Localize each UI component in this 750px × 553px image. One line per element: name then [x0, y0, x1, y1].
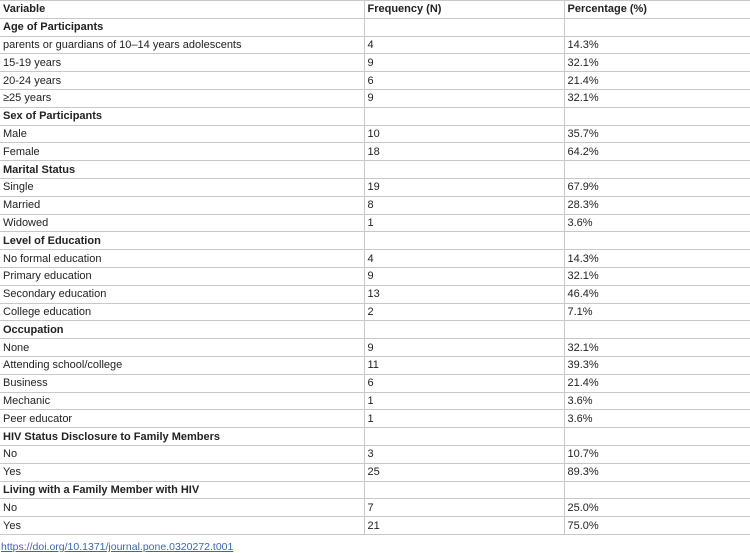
variable-cell: Yes — [0, 463, 364, 481]
variable-cell: College education — [0, 303, 364, 321]
section-header-row — [0, 107, 750, 125]
variable-cell: Peer educator — [0, 410, 364, 428]
table-row — [0, 410, 750, 428]
percentage-cell: 21.4% — [564, 72, 750, 90]
table-row — [0, 178, 750, 196]
frequency-cell: 19 — [364, 178, 564, 196]
percentage-cell: 32.1% — [564, 54, 750, 72]
percentage-cell: 7.1% — [564, 303, 750, 321]
section-title: Occupation — [0, 321, 364, 339]
section-header-row — [0, 428, 750, 446]
empty-cell — [564, 321, 750, 339]
frequency-cell: 6 — [364, 72, 564, 90]
percentage-cell: 67.9% — [564, 178, 750, 196]
empty-cell — [564, 107, 750, 125]
table-row — [0, 356, 750, 374]
empty-cell — [564, 18, 750, 36]
variable-cell: None — [0, 339, 364, 357]
table-row — [0, 392, 750, 410]
frequency-cell: 9 — [364, 267, 564, 285]
table-row — [0, 36, 750, 54]
empty-cell — [364, 107, 564, 125]
section-title: Sex of Participants — [0, 107, 364, 125]
frequency-cell: 25 — [364, 463, 564, 481]
table-row — [0, 463, 750, 481]
percentage-cell: 32.1% — [564, 89, 750, 107]
variable-cell: Mechanic — [0, 392, 364, 410]
header-percentage: Percentage (%) — [564, 1, 750, 19]
frequency-cell: 21 — [364, 517, 564, 535]
frequency-cell: 9 — [364, 89, 564, 107]
table-body — [0, 18, 750, 534]
table-row — [0, 339, 750, 357]
empty-cell — [364, 428, 564, 446]
variable-cell: Attending school/college — [0, 356, 364, 374]
variable-cell: Single — [0, 178, 364, 196]
percentage-cell: 28.3% — [564, 196, 750, 214]
variable-cell: Female — [0, 143, 364, 161]
frequency-cell: 1 — [364, 214, 564, 232]
table-row — [0, 374, 750, 392]
variable-cell: Primary education — [0, 267, 364, 285]
section-header-row — [0, 232, 750, 250]
frequency-cell: 7 — [364, 499, 564, 517]
doi-link[interactable]: https://doi.org/10.1371/journal.pone.0320272.t001 — [1, 540, 234, 553]
section-title: Marital Status — [0, 161, 364, 179]
variable-cell: Married — [0, 196, 364, 214]
header-variable: Variable — [0, 1, 364, 19]
frequency-cell: 11 — [364, 356, 564, 374]
frequency-cell: 10 — [364, 125, 564, 143]
frequency-cell: 3 — [364, 445, 564, 463]
section-header-row — [0, 18, 750, 36]
header-row — [0, 1, 750, 19]
empty-cell — [564, 232, 750, 250]
frequency-cell: 13 — [364, 285, 564, 303]
percentage-cell: 75.0% — [564, 517, 750, 535]
frequency-cell: 4 — [364, 36, 564, 54]
section-header-row — [0, 481, 750, 499]
percentage-cell: 89.3% — [564, 463, 750, 481]
frequency-cell: 6 — [364, 374, 564, 392]
variable-cell: Yes — [0, 517, 364, 535]
percentage-cell: 3.6% — [564, 214, 750, 232]
section-header-row — [0, 321, 750, 339]
table-row — [0, 303, 750, 321]
table-row — [0, 445, 750, 463]
variable-cell: 20-24 years — [0, 72, 364, 90]
percentage-cell: 10.7% — [564, 445, 750, 463]
percentage-cell: 14.3% — [564, 36, 750, 54]
frequency-cell: 1 — [364, 410, 564, 428]
variable-cell: No — [0, 445, 364, 463]
table-row — [0, 499, 750, 517]
percentage-cell: 64.2% — [564, 143, 750, 161]
variable-cell: No — [0, 499, 364, 517]
empty-cell — [564, 428, 750, 446]
percentage-cell: 3.6% — [564, 392, 750, 410]
percentage-cell: 3.6% — [564, 410, 750, 428]
table-row — [0, 267, 750, 285]
frequency-cell: 9 — [364, 339, 564, 357]
table-row — [0, 54, 750, 72]
header-frequency: Frequency (N) — [364, 1, 564, 19]
frequency-cell: 18 — [364, 143, 564, 161]
percentage-cell: 14.3% — [564, 250, 750, 268]
percentage-cell: 32.1% — [564, 339, 750, 357]
table-row — [0, 517, 750, 535]
frequency-cell: 4 — [364, 250, 564, 268]
empty-cell — [364, 232, 564, 250]
variable-cell: parents or guardians of 10–14 years adolescents — [0, 36, 364, 54]
section-title: Level of Education — [0, 232, 364, 250]
variable-cell: No formal education — [0, 250, 364, 268]
table-row — [0, 72, 750, 90]
table-row — [0, 214, 750, 232]
percentage-cell: 21.4% — [564, 374, 750, 392]
section-title: Living with a Family Member with HIV — [0, 481, 364, 499]
percentage-cell: 35.7% — [564, 125, 750, 143]
variable-cell: Widowed — [0, 214, 364, 232]
percentage-cell: 46.4% — [564, 285, 750, 303]
table-row — [0, 125, 750, 143]
empty-cell — [364, 18, 564, 36]
empty-cell — [364, 481, 564, 499]
variable-cell: Secondary education — [0, 285, 364, 303]
table-row — [0, 196, 750, 214]
section-header-row — [0, 161, 750, 179]
variable-cell: 15-19 years — [0, 54, 364, 72]
frequency-cell: 8 — [364, 196, 564, 214]
percentage-cell: 39.3% — [564, 356, 750, 374]
table-row — [0, 285, 750, 303]
empty-cell — [564, 481, 750, 499]
table-row — [0, 89, 750, 107]
table-row — [0, 143, 750, 161]
empty-cell — [564, 161, 750, 179]
section-title: HIV Status Disclosure to Family Members — [0, 428, 364, 446]
variable-cell: Business — [0, 374, 364, 392]
variable-cell: Male — [0, 125, 364, 143]
percentage-cell: 25.0% — [564, 499, 750, 517]
empty-cell — [364, 321, 564, 339]
frequency-cell: 9 — [364, 54, 564, 72]
percentage-cell: 32.1% — [564, 267, 750, 285]
frequency-cell: 1 — [364, 392, 564, 410]
variable-cell: ≥25 years — [0, 89, 364, 107]
section-title: Age of Participants — [0, 18, 364, 36]
table-row — [0, 250, 750, 268]
empty-cell — [364, 161, 564, 179]
frequency-cell: 2 — [364, 303, 564, 321]
